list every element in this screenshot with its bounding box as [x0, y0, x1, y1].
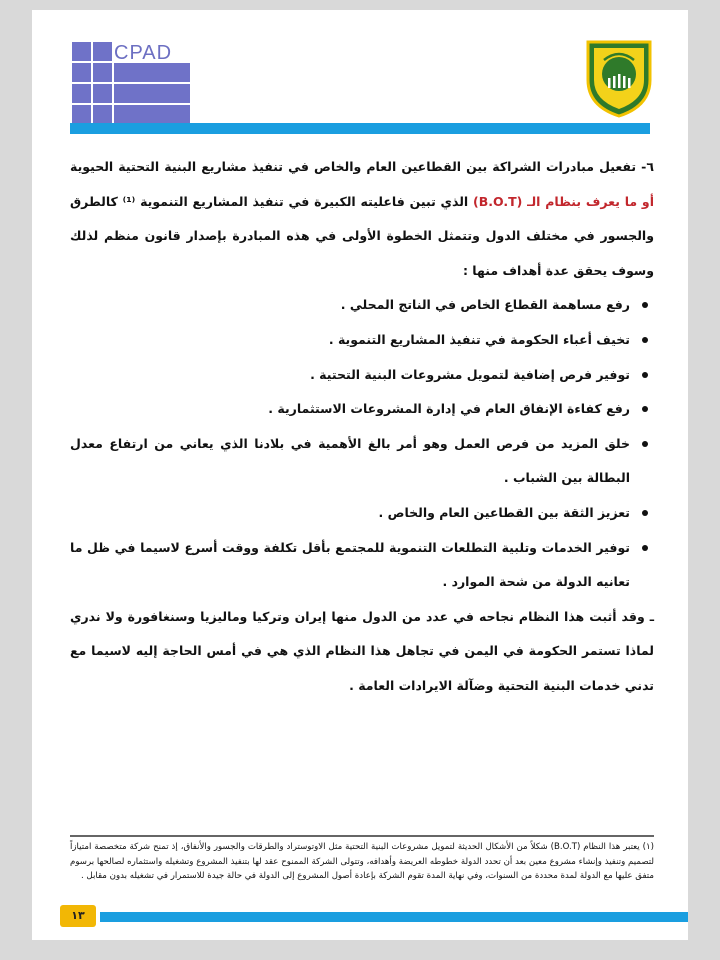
bullet-icon	[642, 510, 648, 516]
footnote: (١) يعتبر هذا النظام (B.O.T) شكلاً من الأشكال الحديثة لتمويل مشروعات البنية التحتية مثل الاوتوستراد والطرقات والجسور والأنفاق، إذ تمنح شركة متخصصة امتيازاً لتصميم وتنفيذ وإنشاء مشروع معين بعد أن تحدد الدولة خطوطه العريضة وأهدافه، وتتولى الشركة الممنوح عقد لها بتنفيذ المشروع وتشغيله واستثماره لصالحها برسوم متفق عليها مع الدولة لمدة محددة من السنوات، وفي نهاية المدة تقوم الشركة بإعادة أصول المشروع إلى الدولة في حالة جيدة للاستمرار في تشغيله بدون مقابل .	[70, 842, 654, 881]
page-header	[32, 10, 688, 140]
bullet-icon	[642, 372, 648, 378]
paragraph-6-highlight: أو ما يعرف بنظام الـ (B.O.T)	[473, 193, 654, 209]
bullet-icon	[642, 302, 648, 308]
list-item-text: توفير الخدمات وتلبية التطلعات التنموية للمجتمع بأقل تكلفة ووقت أسرع لاسيما في ظل ما تعانيه الدولة من شحة الموارد .	[70, 539, 630, 590]
list-item	[70, 531, 654, 600]
main-text	[70, 150, 654, 704]
bullet-icon	[642, 406, 648, 412]
list-item-text: تعزيز الثقة بين القطاعين العام والخاص .	[378, 504, 630, 520]
header-divider	[70, 123, 650, 134]
bullet-icon	[642, 545, 648, 551]
bullet-icon	[642, 441, 648, 447]
paragraph-6	[70, 150, 654, 288]
objectives-list	[70, 288, 654, 599]
document-page	[32, 10, 688, 940]
footer-divider	[100, 912, 688, 922]
paragraph-6-part-b: الذي تبين فاعليته الكبيرة في تنفيذ المشاريع التنموية ⁽¹⁾ كالطرق والجسور في مختلف الدول وتتمثل الخطوة الأولى في هذه المبادرة بإصدار قانون منظم لذلك وسوف يحقق عدة أهداف منها :	[70, 193, 654, 278]
paragraph-6-part-a: ٦- تفعيل مبادرات الشراكة بين القطاعين العام والخاص في تنفيذ مشاريع البنية التحتية الحيوية	[70, 159, 654, 174]
list-item-text: رفع كفاءة الإنفاق العام في إدارة المشروعات الاستثمارية .	[268, 401, 630, 417]
list-item-text: رفع مساهمة القطاع الخاص في الناتج المحلي .	[340, 297, 630, 313]
list-item-text: تخيف أعباء الحكومة في تنفيذ المشاريع التنموية .	[328, 331, 630, 347]
list-item	[70, 427, 654, 496]
footnote-divider	[70, 835, 654, 837]
bullet-icon	[642, 337, 648, 343]
cpad-logo	[72, 42, 192, 124]
list-item	[70, 392, 654, 427]
list-item	[70, 358, 654, 393]
page-number-badge: ١٣	[60, 905, 96, 927]
closing-paragraph: ـ وقد أثبت هذا النظام نجاحه في عدد من الدول منها إيران وتركيا وماليزيا وسنغافورة ولا ندري لماذا تستمر الحكومة في اليمن في تجاهل هذا النظام الذي هي في أمس الحاجة إليه لاسيما مع تدني خدمات البنية التحتية وضآلة الايرادات العامة .	[70, 608, 654, 693]
cpad-logo-squares	[72, 42, 112, 124]
list-item	[70, 496, 654, 531]
university-crest-icon	[584, 36, 654, 118]
list-item-text: توفير فرص إضافية لتمويل مشروعات البنية التحتية .	[310, 366, 630, 382]
cpad-logo-text: CPAD	[114, 42, 173, 64]
list-item	[70, 288, 654, 323]
list-item-text: خلق المزيد من فرص العمل وهو أمر بالغ الأهمية في بلادنا الذي يعاني من ارتفاع معدل البطالة بين الشباب .	[70, 435, 630, 486]
list-item	[70, 323, 654, 358]
